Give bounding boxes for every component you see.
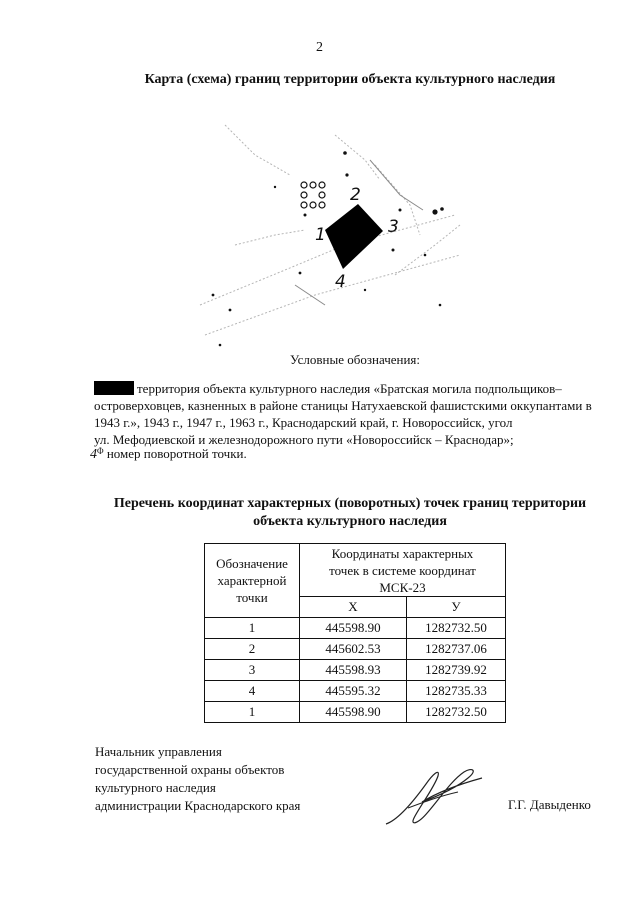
header-designation: Обозначение характерной точки	[205, 544, 300, 618]
point-label-1: 1	[315, 225, 326, 245]
legend-territory	[94, 380, 614, 448]
signatory-name: Г.Г. Давыденко	[508, 797, 591, 812]
handwritten-signature	[378, 762, 488, 832]
point-description: номер поворотной точки.	[106, 446, 247, 461]
territory-swatch	[94, 381, 134, 395]
coordinates-list-title: Перечень координат характерных (поворотных) точек границ территории объекта культурного наследия	[113, 496, 587, 529]
point-mark: 4	[90, 447, 97, 462]
point-label-2: 2	[350, 185, 361, 205]
table-row: 2 445602.53 1282737.06	[205, 639, 506, 660]
legend-line: территория объекта культурного наследия «Братская могила подпольщиков–	[137, 381, 562, 396]
coordinates-table	[204, 543, 506, 723]
legend-line: ул. Мефодиевской и железнодорожного пути «Новороссийск – Краснодар»;	[94, 432, 514, 447]
legend-line: 1943 г.», 1943 г., 1947 г., 1963 г., Краснодарский край, г. Новороссийск, угол	[94, 415, 513, 430]
header-x: Х	[300, 597, 407, 618]
legend-point: $4^\Phi$ номер поворотной точки.	[90, 446, 247, 462]
legend-title: Условные обозначения:	[290, 352, 421, 367]
table-row: 3 445598.93 1282739.92	[205, 660, 506, 681]
map-title: Карта (схема) границ территории объекта культурного наследия	[144, 72, 556, 87]
header-y: У	[407, 597, 506, 618]
page-number: 2	[316, 40, 323, 55]
point-label-4: 4	[335, 272, 346, 292]
legend-line: островерховцев, казненных в районе станицы Натухаевской фашистскими оккупантами в	[94, 398, 592, 413]
signature-position: Начальник управления государственной охраны объектов культурного наследия администрации Краснодарского края	[95, 744, 301, 813]
table-row: 1 445598.90 1282732.50	[205, 618, 506, 639]
header-coordinates: Координаты характерных точек в системе координат МСК-23	[300, 544, 506, 597]
boundary-map	[195, 105, 465, 355]
point-label-3: 3	[388, 217, 399, 237]
territory-polygon	[325, 204, 383, 269]
table-row: 4 445595.32 1282735.33	[205, 681, 506, 702]
table-row: 1 445598.90 1282732.50	[205, 702, 506, 723]
